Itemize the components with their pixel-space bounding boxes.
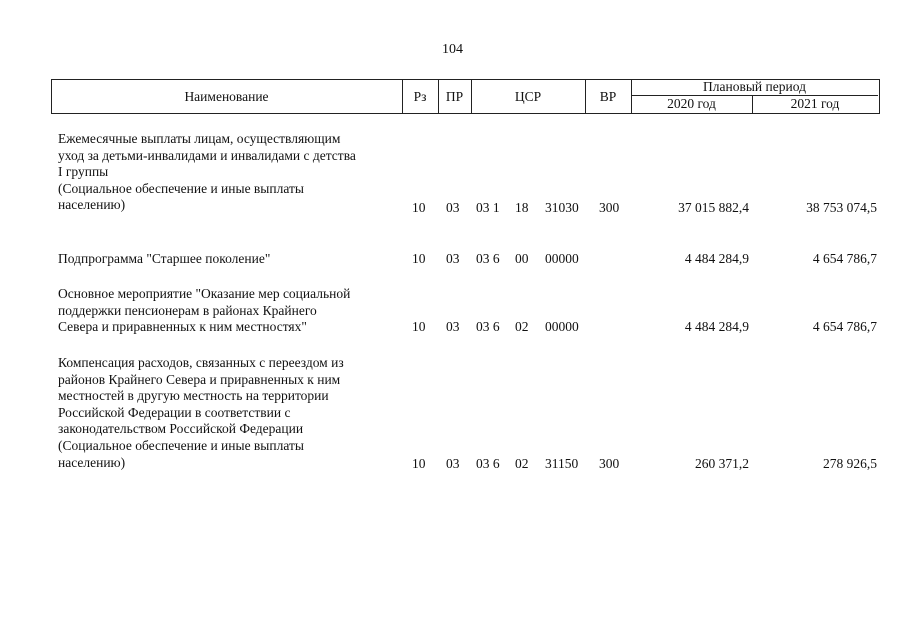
row-name-line: районов Крайнего Севера и приравненных к ним xyxy=(58,371,341,387)
row-vr: 300 xyxy=(599,200,620,215)
row-csr-direction: 31150 xyxy=(545,456,579,471)
row-name-line: Севера и приравненных к ним местностях" xyxy=(58,319,307,335)
row-csr-subcode: 18 xyxy=(515,200,529,215)
row-name-line: Российской Федерации в соответствии с xyxy=(58,404,291,420)
row-amount-2021: 38 753 074,5 xyxy=(806,200,877,215)
row-name xyxy=(58,251,403,268)
header-rz: Рз xyxy=(413,89,427,104)
row-name-line: Подпрограмма "Старшее поколение" xyxy=(58,251,271,266)
header-csr: ЦСР xyxy=(514,89,542,104)
row-amount-2021: 4 654 786,7 xyxy=(812,319,877,334)
row-name-line: законодательством Российской Федерации xyxy=(58,421,304,437)
row-rz: 10 xyxy=(412,200,426,215)
row-amount-2020: 4 484 284,9 xyxy=(684,251,749,266)
row-vr: 300 xyxy=(599,456,620,471)
header-year-2021: 2021 год xyxy=(790,96,840,111)
row-amount-2020: 4 484 284,9 xyxy=(684,319,749,334)
row-pr: 03 xyxy=(446,251,460,266)
row-amount-2021: 4 654 786,7 xyxy=(812,251,877,266)
row-name-line: местностей в другую местность на территории xyxy=(58,388,329,404)
row-name-line: Ежемесячные выплаты лицам, осуществляющим xyxy=(58,131,341,146)
row-amount-2020: 260 371,2 xyxy=(695,456,749,471)
row-name xyxy=(58,355,403,471)
row-name-line: поддержки пенсионерам в районах Крайнего xyxy=(58,302,317,318)
row-csr-subcode: 02 xyxy=(515,456,529,471)
page-number: 104 xyxy=(442,42,463,57)
row-rz: 10 xyxy=(412,456,426,471)
header-pr: ПР xyxy=(445,89,464,104)
row-name-line: населению) xyxy=(58,454,126,470)
row-csr-direction: 00000 xyxy=(545,251,579,266)
row-name-line: I группы xyxy=(58,164,109,180)
row-pr: 03 xyxy=(446,319,460,334)
row-csr-program: 03 1 xyxy=(476,200,500,215)
row-name-line: уход за детьми-инвалидами и инвалидами с детства xyxy=(58,147,356,163)
header-planned-period: Плановый период xyxy=(703,79,806,94)
row-pr: 03 xyxy=(446,200,460,215)
row-name xyxy=(58,286,403,336)
row-csr-program: 03 6 xyxy=(476,319,500,334)
header-vr: ВР xyxy=(599,89,617,104)
row-name-line: населению) xyxy=(58,197,126,213)
row-name-line: (Социальное обеспечение и иные выплаты xyxy=(58,180,304,196)
header-year-2020: 2020 год xyxy=(667,96,716,111)
row-csr-program: 03 6 xyxy=(476,251,500,266)
row-name xyxy=(58,131,403,214)
row-csr-program: 03 6 xyxy=(476,456,500,471)
row-pr: 03 xyxy=(446,456,460,471)
row-amount-2020: 37 015 882,4 xyxy=(678,200,749,215)
row-rz: 10 xyxy=(412,319,426,334)
row-rz: 10 xyxy=(412,251,426,266)
row-name-line: Компенсация расходов, связанных с переездом из xyxy=(58,355,344,370)
header-name: Наименование xyxy=(184,89,269,104)
row-name-line: Основное мероприятие "Оказание мер социальной xyxy=(58,286,351,301)
row-csr-direction: 00000 xyxy=(545,319,579,334)
row-name-line: (Социальное обеспечение и иные выплаты xyxy=(58,437,304,453)
row-csr-subcode: 02 xyxy=(515,319,529,334)
row-csr-direction: 31030 xyxy=(545,200,579,215)
row-csr-subcode: 00 xyxy=(515,251,529,266)
row-amount-2021: 278 926,5 xyxy=(823,456,877,471)
